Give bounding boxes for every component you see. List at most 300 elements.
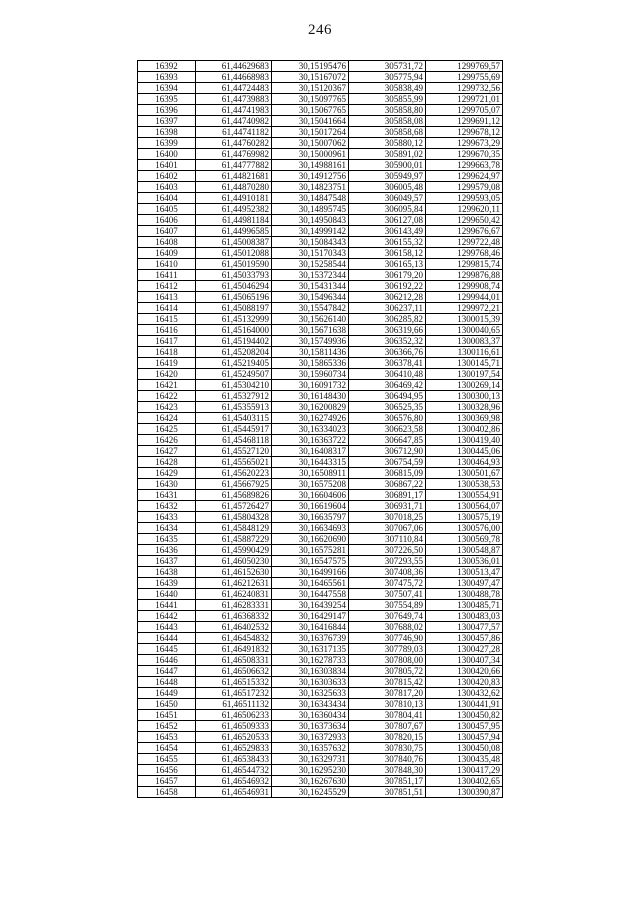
longitude-cell: 30,15811436	[272, 347, 349, 358]
point-number-cell: 16396	[138, 105, 196, 116]
latitude-cell: 61,44741182	[196, 127, 272, 138]
table-row	[138, 556, 503, 567]
point-number-cell: 16446	[138, 655, 196, 666]
x-coordinate-cell: 307746,90	[349, 633, 426, 644]
latitude-cell: 61,44996585	[196, 226, 272, 237]
longitude-cell: 30,16200829	[272, 402, 349, 413]
y-coordinate-cell: 1299673,29	[426, 138, 503, 149]
longitude-cell: 30,16575281	[272, 545, 349, 556]
x-coordinate-cell: 305880,12	[349, 138, 426, 149]
longitude-cell: 30,16620690	[272, 534, 349, 545]
x-coordinate-cell: 307848,30	[349, 765, 426, 776]
y-coordinate-cell: 1300485,71	[426, 600, 503, 611]
y-coordinate-cell: 1299944,01	[426, 292, 503, 303]
x-coordinate-cell: 307807,67	[349, 721, 426, 732]
y-coordinate-cell: 1300300,13	[426, 391, 503, 402]
longitude-cell: 30,15170343	[272, 248, 349, 259]
table-row	[138, 138, 503, 149]
table-row	[138, 435, 503, 446]
x-coordinate-cell: 305858,68	[349, 127, 426, 138]
table-row	[138, 501, 503, 512]
y-coordinate-cell: 1300015,39	[426, 314, 503, 325]
point-number-cell: 16428	[138, 457, 196, 468]
point-number-cell: 16394	[138, 83, 196, 94]
latitude-cell: 61,45667925	[196, 479, 272, 490]
latitude-cell: 61,45008387	[196, 237, 272, 248]
x-coordinate-cell: 306165,13	[349, 259, 426, 270]
y-coordinate-cell: 1300477,57	[426, 622, 503, 633]
y-coordinate-cell: 1299755,69	[426, 72, 503, 83]
latitude-cell: 61,46509333	[196, 721, 272, 732]
x-coordinate-cell: 306127,08	[349, 215, 426, 226]
latitude-cell: 61,46152630	[196, 567, 272, 578]
y-coordinate-cell: 1300435,48	[426, 754, 503, 765]
point-number-cell: 16429	[138, 468, 196, 479]
x-coordinate-cell: 307067,06	[349, 523, 426, 534]
latitude-cell: 61,46508331	[196, 655, 272, 666]
point-number-cell: 16398	[138, 127, 196, 138]
point-number-cell: 16406	[138, 215, 196, 226]
point-number-cell: 16455	[138, 754, 196, 765]
x-coordinate-cell: 306815,09	[349, 468, 426, 479]
table-row	[138, 633, 503, 644]
longitude-cell: 30,16325633	[272, 688, 349, 699]
longitude-cell: 30,16278733	[272, 655, 349, 666]
table-row	[138, 413, 503, 424]
x-coordinate-cell: 306712,90	[349, 446, 426, 457]
point-number-cell: 16437	[138, 556, 196, 567]
y-coordinate-cell: 1299908,74	[426, 281, 503, 292]
y-coordinate-cell: 1299620,11	[426, 204, 503, 215]
longitude-cell: 30,15960734	[272, 369, 349, 380]
longitude-cell: 30,16634693	[272, 523, 349, 534]
y-coordinate-cell: 1300554,91	[426, 490, 503, 501]
longitude-cell: 30,15084343	[272, 237, 349, 248]
y-coordinate-cell: 1300575,19	[426, 512, 503, 523]
x-coordinate-cell: 307110,84	[349, 534, 426, 545]
latitude-cell: 61,45019590	[196, 259, 272, 270]
table-row	[138, 116, 503, 127]
point-number-cell: 16397	[138, 116, 196, 127]
y-coordinate-cell: 1300457,86	[426, 633, 503, 644]
point-number-cell: 16433	[138, 512, 196, 523]
point-number-cell: 16412	[138, 281, 196, 292]
x-coordinate-cell: 306005,48	[349, 182, 426, 193]
point-number-cell: 16420	[138, 369, 196, 380]
point-number-cell: 16454	[138, 743, 196, 754]
y-coordinate-cell: 1299691,12	[426, 116, 503, 127]
longitude-cell: 30,16091732	[272, 380, 349, 391]
latitude-cell: 61,44777882	[196, 160, 272, 171]
point-number-cell: 16407	[138, 226, 196, 237]
point-number-cell: 16401	[138, 160, 196, 171]
longitude-cell: 30,15749936	[272, 336, 349, 347]
x-coordinate-cell: 306891,17	[349, 490, 426, 501]
longitude-cell: 30,16373634	[272, 721, 349, 732]
y-coordinate-cell: 1299670,35	[426, 149, 503, 160]
table-row	[138, 358, 503, 369]
latitude-cell: 61,45219405	[196, 358, 272, 369]
x-coordinate-cell: 306469,42	[349, 380, 426, 391]
x-coordinate-cell: 306366,76	[349, 347, 426, 358]
y-coordinate-cell: 1299732,56	[426, 83, 503, 94]
y-coordinate-cell: 1300040,65	[426, 325, 503, 336]
latitude-cell: 61,44668983	[196, 72, 272, 83]
x-coordinate-cell: 305838,49	[349, 83, 426, 94]
x-coordinate-cell: 306647,85	[349, 435, 426, 446]
latitude-cell: 61,45445917	[196, 424, 272, 435]
point-number-cell: 16444	[138, 633, 196, 644]
longitude-cell: 30,14912756	[272, 171, 349, 182]
longitude-cell: 30,16508911	[272, 468, 349, 479]
point-number-cell: 16410	[138, 259, 196, 270]
latitude-cell: 61,45848129	[196, 523, 272, 534]
table-row	[138, 270, 503, 281]
table-row	[138, 237, 503, 248]
y-coordinate-cell: 1300407,34	[426, 655, 503, 666]
longitude-cell: 30,16360434	[272, 710, 349, 721]
latitude-cell: 61,45132999	[196, 314, 272, 325]
y-coordinate-cell: 1300538,53	[426, 479, 503, 490]
table-row	[138, 589, 503, 600]
y-coordinate-cell: 1299876,88	[426, 270, 503, 281]
table-row	[138, 644, 503, 655]
latitude-cell: 61,44724483	[196, 83, 272, 94]
point-number-cell: 16405	[138, 204, 196, 215]
latitude-cell: 61,46544732	[196, 765, 272, 776]
latitude-cell: 61,46491832	[196, 644, 272, 655]
point-number-cell: 16431	[138, 490, 196, 501]
y-coordinate-cell: 1300483,03	[426, 611, 503, 622]
latitude-cell: 61,44629683	[196, 61, 272, 72]
point-number-cell: 16439	[138, 578, 196, 589]
y-coordinate-cell: 1299624,97	[426, 171, 503, 182]
table-row	[138, 787, 503, 798]
coordinates-table	[137, 60, 503, 798]
longitude-cell: 30,16575208	[272, 479, 349, 490]
longitude-cell: 30,15195476	[272, 61, 349, 72]
y-coordinate-cell: 1300420,83	[426, 677, 503, 688]
longitude-cell: 30,15017264	[272, 127, 349, 138]
point-number-cell: 16457	[138, 776, 196, 787]
table-row	[138, 72, 503, 83]
table-row	[138, 215, 503, 226]
table-row	[138, 149, 503, 160]
y-coordinate-cell: 1300402,65	[426, 776, 503, 787]
y-coordinate-cell: 1299676,67	[426, 226, 503, 237]
table-row	[138, 347, 503, 358]
table-row	[138, 721, 503, 732]
table-row	[138, 303, 503, 314]
longitude-cell: 30,15547842	[272, 303, 349, 314]
longitude-cell: 30,16447558	[272, 589, 349, 600]
longitude-cell: 30,16416844	[272, 622, 349, 633]
y-coordinate-cell: 1300501,67	[426, 468, 503, 479]
point-number-cell: 16422	[138, 391, 196, 402]
longitude-cell: 30,16363722	[272, 435, 349, 446]
latitude-cell: 61,46506233	[196, 710, 272, 721]
point-number-cell: 16435	[138, 534, 196, 545]
y-coordinate-cell: 1300576,00	[426, 523, 503, 534]
x-coordinate-cell: 306319,66	[349, 325, 426, 336]
x-coordinate-cell: 306576,80	[349, 413, 426, 424]
y-coordinate-cell: 1300536,01	[426, 556, 503, 567]
x-coordinate-cell: 306158,12	[349, 248, 426, 259]
longitude-cell: 30,14988161	[272, 160, 349, 171]
table-row	[138, 391, 503, 402]
latitude-cell: 61,45033793	[196, 270, 272, 281]
table-row	[138, 765, 503, 776]
latitude-cell: 61,46517232	[196, 688, 272, 699]
point-number-cell: 16436	[138, 545, 196, 556]
longitude-cell: 30,16317135	[272, 644, 349, 655]
coordinates-table-body	[138, 61, 503, 798]
table-row	[138, 171, 503, 182]
table-row	[138, 677, 503, 688]
latitude-cell: 61,46212631	[196, 578, 272, 589]
x-coordinate-cell: 305858,80	[349, 105, 426, 116]
latitude-cell: 61,44741983	[196, 105, 272, 116]
x-coordinate-cell: 307830,75	[349, 743, 426, 754]
x-coordinate-cell: 306212,28	[349, 292, 426, 303]
latitude-cell: 61,45468118	[196, 435, 272, 446]
x-coordinate-cell: 306931,71	[349, 501, 426, 512]
latitude-cell: 61,45065196	[196, 292, 272, 303]
x-coordinate-cell: 307804,41	[349, 710, 426, 721]
table-row	[138, 699, 503, 710]
x-coordinate-cell: 307820,15	[349, 732, 426, 743]
y-coordinate-cell: 1300145,71	[426, 358, 503, 369]
latitude-cell: 61,45327912	[196, 391, 272, 402]
longitude-cell: 30,16465561	[272, 578, 349, 589]
table-row	[138, 281, 503, 292]
y-coordinate-cell: 1300419,40	[426, 435, 503, 446]
table-row	[138, 545, 503, 556]
table-row	[138, 160, 503, 171]
longitude-cell: 30,16148430	[272, 391, 349, 402]
y-coordinate-cell: 1299705,07	[426, 105, 503, 116]
latitude-cell: 61,44740982	[196, 116, 272, 127]
latitude-cell: 61,44981184	[196, 215, 272, 226]
latitude-cell: 61,45726427	[196, 501, 272, 512]
table-row	[138, 490, 503, 501]
table-row	[138, 248, 503, 259]
longitude-cell: 30,16303633	[272, 677, 349, 688]
latitude-cell: 61,45194402	[196, 336, 272, 347]
y-coordinate-cell: 1300488,78	[426, 589, 503, 600]
x-coordinate-cell: 306867,22	[349, 479, 426, 490]
table-row	[138, 776, 503, 787]
table-row	[138, 105, 503, 116]
y-coordinate-cell: 1299721,01	[426, 94, 503, 105]
table-row	[138, 578, 503, 589]
x-coordinate-cell: 305891,02	[349, 149, 426, 160]
point-number-cell: 16440	[138, 589, 196, 600]
x-coordinate-cell: 307815,42	[349, 677, 426, 688]
table-row	[138, 424, 503, 435]
point-number-cell: 16452	[138, 721, 196, 732]
point-number-cell: 16408	[138, 237, 196, 248]
longitude-cell: 30,16303834	[272, 666, 349, 677]
table-row	[138, 259, 503, 270]
table-row	[138, 446, 503, 457]
latitude-cell: 61,45249507	[196, 369, 272, 380]
table-row	[138, 468, 503, 479]
x-coordinate-cell: 307810,13	[349, 699, 426, 710]
latitude-cell: 61,45689826	[196, 490, 272, 501]
longitude-cell: 30,15120367	[272, 83, 349, 94]
y-coordinate-cell: 1300417,29	[426, 765, 503, 776]
point-number-cell: 16416	[138, 325, 196, 336]
table-row	[138, 743, 503, 754]
x-coordinate-cell: 305949,97	[349, 171, 426, 182]
latitude-cell: 61,46520533	[196, 732, 272, 743]
point-number-cell: 16414	[138, 303, 196, 314]
table-row	[138, 567, 503, 578]
x-coordinate-cell: 307817,20	[349, 688, 426, 699]
point-number-cell: 16441	[138, 600, 196, 611]
longitude-cell: 30,16245529	[272, 787, 349, 798]
y-coordinate-cell: 1300197,54	[426, 369, 503, 380]
longitude-cell: 30,16635797	[272, 512, 349, 523]
y-coordinate-cell: 1300548,87	[426, 545, 503, 556]
table-row	[138, 83, 503, 94]
y-coordinate-cell: 1299815,74	[426, 259, 503, 270]
table-row	[138, 94, 503, 105]
x-coordinate-cell: 306095,84	[349, 204, 426, 215]
y-coordinate-cell: 1299663,78	[426, 160, 503, 171]
point-number-cell: 16434	[138, 523, 196, 534]
latitude-cell: 61,44870280	[196, 182, 272, 193]
point-number-cell: 16450	[138, 699, 196, 710]
latitude-cell: 61,44760282	[196, 138, 272, 149]
y-coordinate-cell: 1300450,82	[426, 710, 503, 721]
point-number-cell: 16415	[138, 314, 196, 325]
y-coordinate-cell: 1299593,05	[426, 193, 503, 204]
longitude-cell: 30,16619604	[272, 501, 349, 512]
longitude-cell: 30,16439254	[272, 600, 349, 611]
x-coordinate-cell: 306494,95	[349, 391, 426, 402]
point-number-cell: 16404	[138, 193, 196, 204]
y-coordinate-cell: 1300116,61	[426, 347, 503, 358]
longitude-cell: 30,16329731	[272, 754, 349, 765]
latitude-cell: 61,45887229	[196, 534, 272, 545]
y-coordinate-cell: 1300432,62	[426, 688, 503, 699]
longitude-cell: 30,15496344	[272, 292, 349, 303]
y-coordinate-cell: 1299722,48	[426, 237, 503, 248]
longitude-cell: 30,15626140	[272, 314, 349, 325]
latitude-cell: 61,44769982	[196, 149, 272, 160]
y-coordinate-cell: 1300445,06	[426, 446, 503, 457]
table-row	[138, 292, 503, 303]
latitude-cell: 61,46538433	[196, 754, 272, 765]
latitude-cell: 61,45355913	[196, 402, 272, 413]
table-row	[138, 611, 503, 622]
page-number: 246	[308, 22, 332, 38]
y-coordinate-cell: 1300457,95	[426, 721, 503, 732]
y-coordinate-cell: 1300569,78	[426, 534, 503, 545]
latitude-cell: 61,46240831	[196, 589, 272, 600]
longitude-cell: 30,14823751	[272, 182, 349, 193]
point-number-cell: 16409	[138, 248, 196, 259]
x-coordinate-cell: 306378,41	[349, 358, 426, 369]
longitude-cell: 30,15431344	[272, 281, 349, 292]
latitude-cell: 61,45565021	[196, 457, 272, 468]
table-row	[138, 655, 503, 666]
y-coordinate-cell: 1300269,14	[426, 380, 503, 391]
x-coordinate-cell: 306623,58	[349, 424, 426, 435]
x-coordinate-cell: 305858,08	[349, 116, 426, 127]
x-coordinate-cell: 307554,89	[349, 600, 426, 611]
y-coordinate-cell: 1300390,87	[426, 787, 503, 798]
y-coordinate-cell: 1299972,21	[426, 303, 503, 314]
point-number-cell: 16448	[138, 677, 196, 688]
table-row	[138, 369, 503, 380]
latitude-cell: 61,45990429	[196, 545, 272, 556]
y-coordinate-cell: 1299769,57	[426, 61, 503, 72]
longitude-cell: 30,15041664	[272, 116, 349, 127]
point-number-cell: 16445	[138, 644, 196, 655]
longitude-cell: 30,15372344	[272, 270, 349, 281]
point-number-cell: 16453	[138, 732, 196, 743]
longitude-cell: 30,14999142	[272, 226, 349, 237]
longitude-cell: 30,15258544	[272, 259, 349, 270]
latitude-cell: 61,44952382	[196, 204, 272, 215]
point-number-cell: 16442	[138, 611, 196, 622]
point-number-cell: 16400	[138, 149, 196, 160]
latitude-cell: 61,45088197	[196, 303, 272, 314]
table-row	[138, 479, 503, 490]
point-number-cell: 16418	[138, 347, 196, 358]
y-coordinate-cell: 1300513,47	[426, 567, 503, 578]
point-number-cell: 16399	[138, 138, 196, 149]
table-row	[138, 380, 503, 391]
table-row	[138, 61, 503, 72]
x-coordinate-cell: 305775,94	[349, 72, 426, 83]
y-coordinate-cell: 1300402,86	[426, 424, 503, 435]
x-coordinate-cell: 307789,03	[349, 644, 426, 655]
x-coordinate-cell: 306179,20	[349, 270, 426, 281]
longitude-cell: 30,16376739	[272, 633, 349, 644]
x-coordinate-cell: 307805,72	[349, 666, 426, 677]
table-row	[138, 457, 503, 468]
point-number-cell: 16426	[138, 435, 196, 446]
point-number-cell: 16392	[138, 61, 196, 72]
latitude-cell: 61,46402532	[196, 622, 272, 633]
point-number-cell: 16449	[138, 688, 196, 699]
longitude-cell: 30,15865336	[272, 358, 349, 369]
y-coordinate-cell: 1300457,94	[426, 732, 503, 743]
y-coordinate-cell: 1300450,08	[426, 743, 503, 754]
point-number-cell: 16458	[138, 787, 196, 798]
x-coordinate-cell: 305900,01	[349, 160, 426, 171]
x-coordinate-cell: 306155,32	[349, 237, 426, 248]
longitude-cell: 30,15067765	[272, 105, 349, 116]
longitude-cell: 30,15097765	[272, 94, 349, 105]
longitude-cell: 30,15007062	[272, 138, 349, 149]
latitude-cell: 61,45620223	[196, 468, 272, 479]
point-number-cell: 16402	[138, 171, 196, 182]
longitude-cell: 30,14895745	[272, 204, 349, 215]
latitude-cell: 61,46050230	[196, 556, 272, 567]
latitude-cell: 61,45012088	[196, 248, 272, 259]
longitude-cell: 30,16334023	[272, 424, 349, 435]
latitude-cell: 61,44821681	[196, 171, 272, 182]
x-coordinate-cell: 307649,74	[349, 611, 426, 622]
table-row	[138, 193, 503, 204]
longitude-cell: 30,16547575	[272, 556, 349, 567]
table-row	[138, 688, 503, 699]
